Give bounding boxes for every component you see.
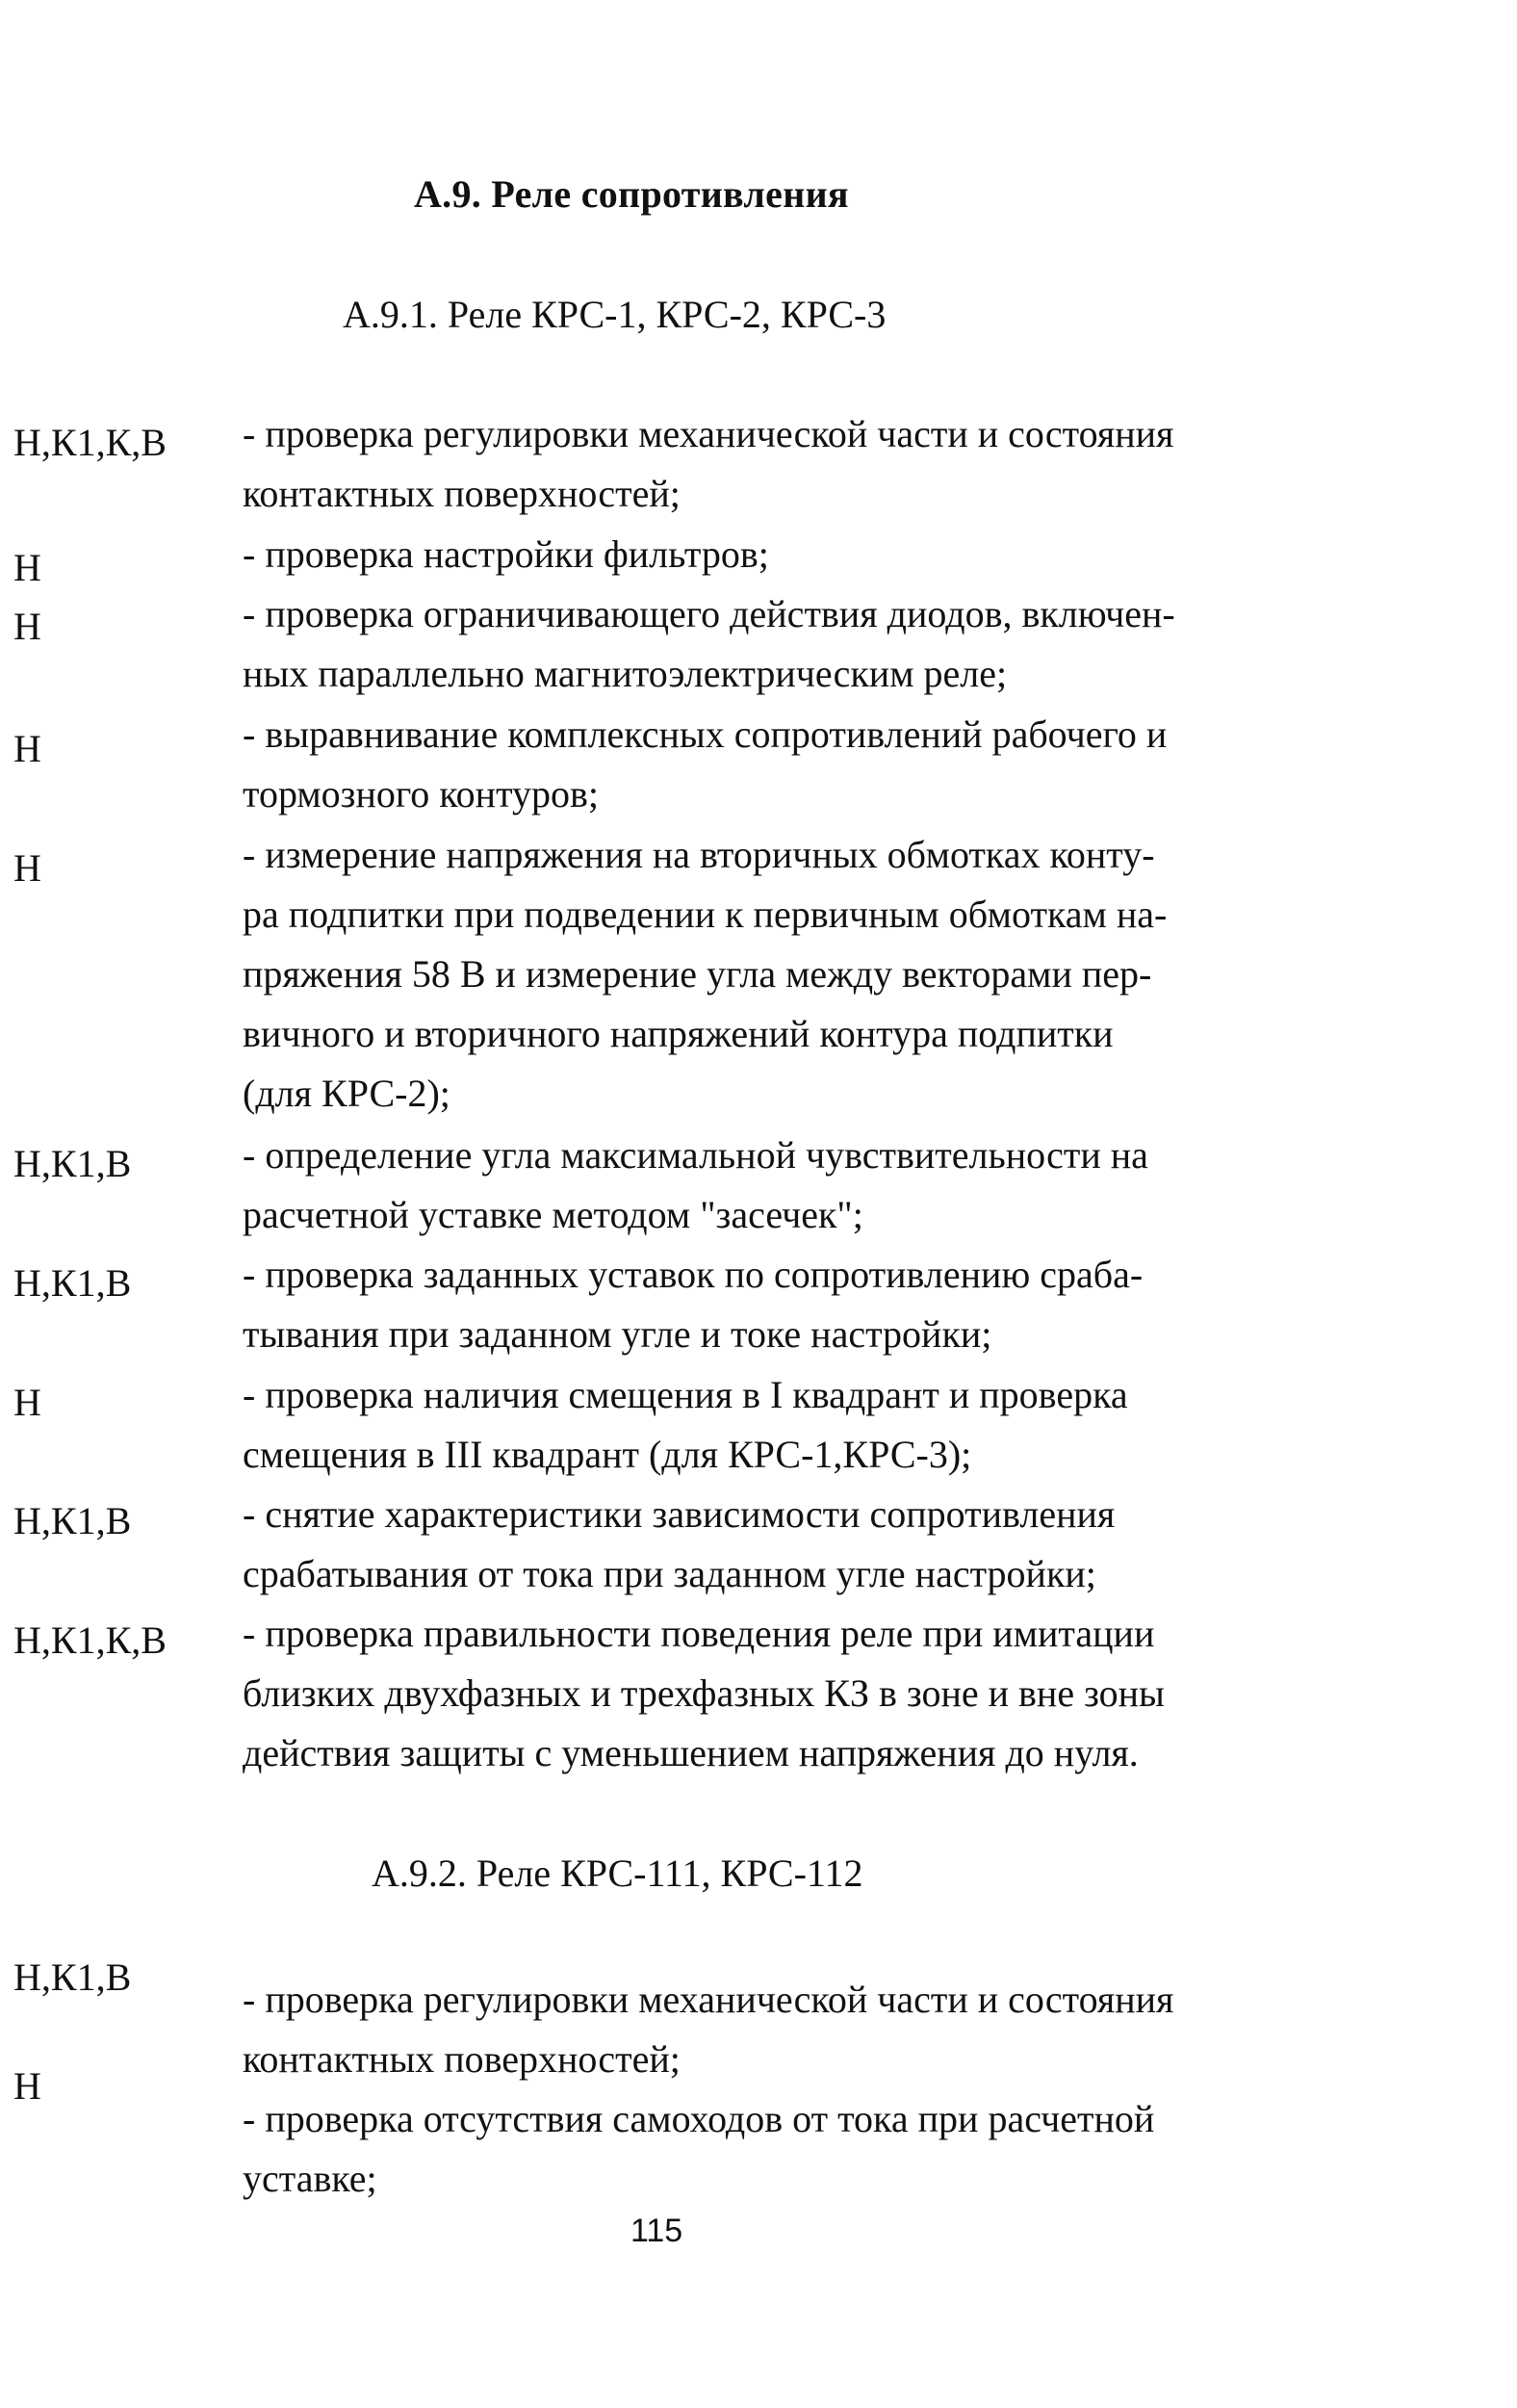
item-line: контактных поверхностей; bbox=[243, 472, 681, 515]
item-line: тормозного контуров; bbox=[243, 772, 600, 816]
item-line: контактных поверхностей; bbox=[243, 2037, 681, 2081]
item-line: пряжения 58 В и измерение угла между векторами пер- bbox=[243, 952, 1152, 996]
item-line: тывания при заданном угле и токе настройки; bbox=[243, 1312, 992, 1356]
item-line: - проверка настройки фильтров; bbox=[243, 532, 769, 576]
item-line: ных параллельно магнитоэлектрическим реле; bbox=[243, 652, 1008, 695]
item-line: - снятие характеристики зависимости сопротивления bbox=[243, 1492, 1116, 1536]
list-item bbox=[243, 2089, 1340, 2209]
item-code: Н bbox=[13, 1381, 41, 1424]
item-line: - проверка регулировки механической части и состояния bbox=[243, 412, 1174, 455]
item-code: Н bbox=[13, 605, 41, 648]
item-code: Н bbox=[13, 2064, 41, 2108]
item-line: - проверка правильности поведения реле при имитации bbox=[243, 1612, 1155, 1655]
subsection-title-1: А.9.1. Реле КРС-1, КРС-2, КРС-3 bbox=[343, 293, 887, 336]
item-code: Н,К1,В bbox=[13, 1142, 132, 1185]
subsection-title-2: А.9.2. Реле КРС-111, КРС-112 bbox=[372, 1851, 863, 1895]
item-line: - проверка ограничивающего действия диодов, включен- bbox=[243, 592, 1175, 635]
page-number: 115 bbox=[630, 2213, 683, 2249]
item-code: Н bbox=[13, 546, 41, 589]
item-code: Н,К1,К,В bbox=[13, 1618, 167, 1662]
item-code: Н,К1,В bbox=[13, 1955, 132, 1999]
item-line: - определение угла максимальной чувствительности на bbox=[243, 1133, 1148, 1177]
list-item bbox=[243, 1604, 1340, 1783]
item-code: Н,К1,В bbox=[13, 1499, 132, 1542]
list-item bbox=[243, 525, 1340, 584]
item-line: (для КРС-2); bbox=[243, 1072, 450, 1115]
item-code: Н,К1,К,В bbox=[13, 421, 167, 464]
item-line: - выравнивание комплексных сопротивлений рабочего и bbox=[243, 712, 1168, 756]
item-line: - проверка регулировки механической части и состояния bbox=[243, 1978, 1174, 2021]
item-line: расчетной уставке методом "засечек"; bbox=[243, 1193, 863, 1236]
item-code: Н bbox=[13, 846, 41, 890]
item-line: ра подпитки при подведении к первичным обмоткам на- bbox=[243, 893, 1168, 936]
section-title: А.9. Реле сопротивления bbox=[414, 172, 849, 216]
item-line: смещения в III квадрант (для КРС-1,КРС-3); bbox=[243, 1433, 972, 1476]
list-item bbox=[243, 1245, 1340, 1364]
item-line: близких двухфазных и трехфазных КЗ в зоне и вне зоны bbox=[243, 1671, 1165, 1715]
item-line: - проверка отсутствия самоходов от тока при расчетной bbox=[243, 2097, 1155, 2140]
list-item bbox=[243, 1126, 1340, 1245]
list-item bbox=[243, 584, 1340, 704]
item-line: действия защиты с уменьшением напряжения до нуля. bbox=[243, 1731, 1139, 1774]
item-line: - измерение напряжения на вторичных обмотках конту- bbox=[243, 833, 1155, 876]
list-item bbox=[243, 404, 1340, 524]
item-line: вичного и вторичного напряжений контура подпитки bbox=[243, 1012, 1114, 1055]
item-code: Н,К1,В bbox=[13, 1261, 132, 1305]
item-line: срабатывания от тока при заданном угле настройки; bbox=[243, 1552, 1096, 1595]
item-code: Н bbox=[13, 727, 41, 770]
list-item bbox=[243, 1365, 1340, 1485]
item-line: уставке; bbox=[243, 2157, 377, 2200]
list-item bbox=[243, 705, 1340, 824]
item-line: - проверка наличия смещения в I квадрант и проверка bbox=[243, 1373, 1128, 1416]
item-line: - проверка заданных уставок по сопротивлению сраба- bbox=[243, 1253, 1144, 1296]
list-item bbox=[243, 1485, 1340, 1604]
list-item bbox=[243, 825, 1340, 1124]
list-item bbox=[243, 1970, 1340, 2089]
